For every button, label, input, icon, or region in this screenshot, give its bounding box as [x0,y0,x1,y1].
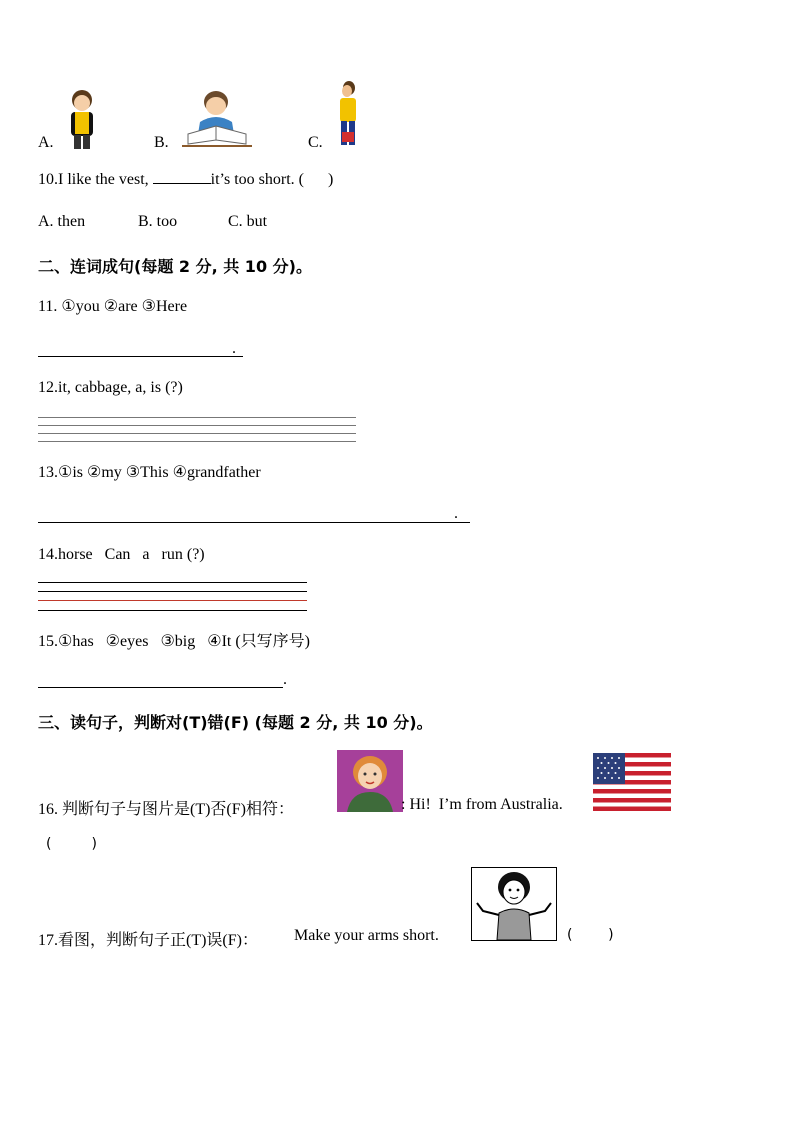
q16-answer-paren[interactable]: ( ) [46,836,97,852]
question-14: 14.horse Can a run (?) [38,546,205,563]
q14-line-3 [38,600,307,601]
option-c-label: C. [308,134,323,151]
boy-in-vest-icon [62,88,102,150]
q14-line-2 [38,591,307,592]
q15-answer-line[interactable] [38,687,283,688]
q11-answer-line[interactable] [38,356,243,357]
question-10 [38,171,333,189]
us-flag-icon [593,753,671,811]
q13-answer-line[interactable] [38,522,470,523]
section-3-heading: 三、读句子，判断对(T)错(F) (每题 2 分, 共 10 分)。 [38,713,433,732]
boy-holding-book-icon [332,80,364,152]
option-b-label: B. [154,134,169,151]
q12-line-2 [38,425,356,426]
q14-line-4 [38,610,307,611]
question-13: 13.①is ②my ③This ④grandfather [38,464,261,481]
boy-reading-book-icon [180,88,254,150]
question-11: 11. ①you ②are ③Here [38,298,188,315]
question-15: 15.①has ②eyes ③big ④It (只写序号) [38,633,311,650]
q13-period: . [454,505,458,522]
q10-blank[interactable] [153,183,211,184]
q16-sentence: : Hi! I’m from Australia. [401,796,563,813]
q10-option-b[interactable]: B. too [138,213,178,230]
q15-period: . [283,671,287,688]
q17-sentence: Make your arms short. [294,927,439,944]
q12-line-1 [38,417,356,418]
q17-answer-paren[interactable]: ( ) [567,927,614,943]
q10-option-c[interactable]: C. but [228,213,268,230]
woman-portrait-icon [337,750,403,812]
q12-line-3 [38,433,356,434]
girl-shrugging-icon [471,867,557,941]
q10-text-after: it’s too short. ( ) [210,171,334,188]
option-a-label: A. [38,134,54,151]
question-12: 12.it, cabbage, a, is (?) [38,379,183,396]
q10-text-before: 10.I like the vest, [38,171,153,188]
q14-line-1 [38,582,307,583]
section-2-heading: 二、连词成句(每题 2 分, 共 10 分)。 [38,257,312,276]
q10-option-a[interactable]: A. then [38,213,86,230]
q12-line-4 [38,441,356,442]
q17-prefix: 17.看图，判断句子正(T)误(F)： [38,932,258,949]
q16-prefix: 16. 判断句子与图片是(T)否(F)相符： [38,801,294,818]
q11-period: . [232,340,236,357]
